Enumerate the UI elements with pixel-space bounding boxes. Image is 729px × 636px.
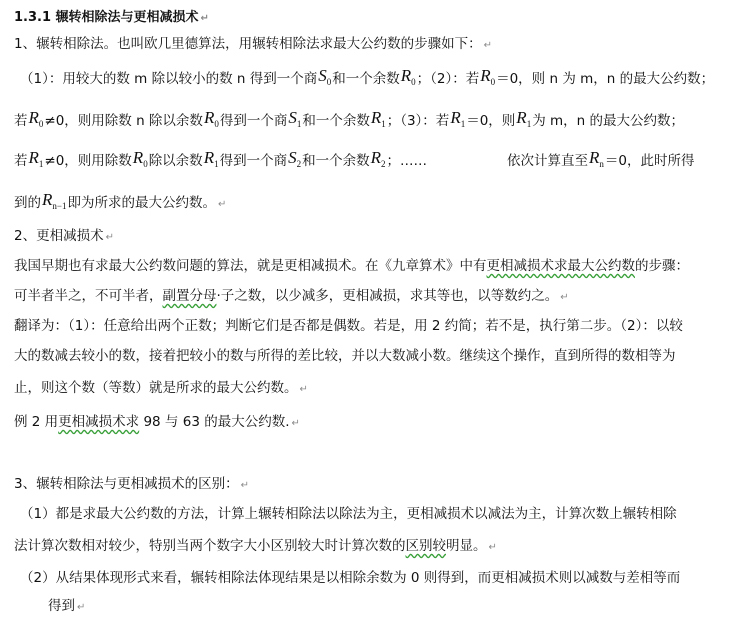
var-letter: R (400, 66, 412, 85)
text-run: 若 (14, 113, 28, 129)
text-run: 和一个余数 (302, 113, 370, 129)
euclid-line-3-tail (507, 148, 694, 174)
text-run: （1）都是求最大公约数的方法，计算上辗转相除法以除法为主，更相减损术以减法为主，计算次数上辗转相除 (20, 506, 677, 522)
text-run: 为 m，n 的最大公约数； (532, 113, 684, 129)
text-run: 除以余数 (148, 153, 203, 169)
euclid-line-1 (20, 66, 714, 92)
text-run: ＝0，则 n 为 m，n 的最大公约数； (496, 71, 715, 87)
euclid-line-4 (14, 190, 226, 216)
var-r1 (371, 108, 386, 134)
var-sub: 1 (38, 159, 44, 170)
var-s1 (288, 108, 301, 134)
var-letter: R (42, 190, 53, 209)
section-title-text: 1.3.1 辗转相除法与更相减损术 (14, 10, 199, 25)
var-rn-1 (42, 190, 66, 216)
squiggle-underlined-text: 区别较 (405, 538, 446, 554)
paragraph-mark-icon: ↵ (200, 13, 209, 24)
var-letter: R (370, 148, 381, 167)
text-run: 的步骤： (635, 258, 689, 274)
paragraph-mark-icon: ↵ (299, 384, 308, 395)
text-run: 得到一个商 (219, 113, 288, 129)
text-run: ≠0，则用除数 n 除以余数 (44, 113, 203, 129)
text-run: ；…… (386, 153, 427, 169)
var-r0 (29, 108, 44, 134)
paragraph-mark-icon: ↵ (240, 480, 249, 491)
heading-difference-text: 3、辗转相除法与更相减损术的区别： (14, 476, 239, 492)
text-run: 若 (14, 153, 28, 169)
text-run: 我国早期也有求最大公约数问题的算法，就是更相减损术。在《九章算术》中有 (14, 258, 487, 274)
text-run: 得到 (48, 598, 75, 614)
difference-2-line-2 (48, 596, 85, 618)
text-run: ＝0，则 (466, 113, 516, 129)
var-sub: 0 (490, 77, 496, 88)
var-r1 (204, 148, 219, 174)
text-run: 即为所求的最大公约数。 (67, 195, 216, 211)
text-run: ＝0，此时所得 (604, 153, 695, 169)
var-sub: 1 (526, 119, 532, 130)
text-run: 98 与 63 的最大公约数. (139, 414, 290, 430)
var-letter: R (203, 148, 215, 167)
paragraph-mark-icon: ↵ (217, 199, 227, 210)
squiggle-underlined-text: 更相减损术求 (58, 414, 140, 430)
text-run: （2）从结果体现形式来看，辗转相除法体现结果是以相除余数为 0 则得到，而更相减损术则以减数与差相等而 (20, 570, 681, 586)
var-r1 (450, 108, 465, 134)
var-s0 (318, 66, 331, 92)
heading-euclid-text: 1、辗转相除法。也叫欧几里德算法，用辗转相除法求最大公约数的步骤如下： (14, 36, 482, 52)
text-run: 得到一个商 (219, 153, 288, 169)
var-s2 (288, 148, 301, 174)
text-run: 法计算次数相对较少，特别当两个数字大小区别较大时计算次数的 (14, 538, 406, 554)
var-letter: S (288, 108, 297, 127)
var-letter: R (450, 108, 461, 127)
text-run: 依次计算直至 (507, 153, 588, 169)
text-run: ；（3）：若 (386, 113, 450, 129)
translation-line-2 (14, 346, 676, 366)
paragraph-mark-icon: ↵ (560, 292, 569, 303)
var-sub: 2 (296, 159, 302, 170)
var-r0 (133, 148, 148, 174)
subtraction-para-2 (14, 286, 569, 308)
text-run: 例 2 用 (14, 414, 59, 430)
var-letter: R (589, 148, 600, 167)
text-run: 止，则这个数（等数）就是所求的最大公约数。 (14, 380, 298, 396)
var-sub: 1 (460, 119, 466, 130)
heading-difference (14, 474, 249, 496)
text-run: 和一个余数 (302, 153, 370, 169)
paragraph-mark-icon: ↵ (291, 418, 300, 429)
var-sub: 1 (296, 119, 302, 130)
var-r1 (29, 148, 44, 174)
var-r2 (371, 148, 386, 174)
difference-1-line-1 (20, 504, 677, 524)
var-letter: S (288, 148, 297, 167)
heading-subtraction-text: 2、更相减损术 (14, 228, 104, 244)
text-run: 翻译为：（1）：任意给出两个正数；判断它们是否都是偶数。若是，用 2 约简；若不是，执行第二步。（2）：以较 (14, 318, 683, 334)
section-title (14, 8, 209, 29)
text-run: ·子之数，以少减多，更相减损，求其等也，以等数约之。 (216, 288, 559, 304)
var-sub: 0 (326, 77, 332, 88)
text-run: （1）：用较大的数 m 除以较小的数 n 得到一个商 (20, 71, 318, 87)
var-letter: R (516, 108, 527, 127)
var-letter: R (480, 66, 491, 85)
text-run: 到的 (14, 195, 41, 211)
squiggle-underlined-text: 更相减损术求最大公约数 (486, 258, 635, 274)
var-r0 (480, 66, 495, 92)
euclid-line-2 (14, 108, 684, 134)
var-sub: 0 (143, 159, 148, 170)
paragraph-mark-icon: ↵ (77, 602, 86, 613)
text-run: ≠0，则用除数 (44, 153, 132, 169)
example-2 (14, 412, 300, 434)
euclid-line-3 (14, 148, 427, 174)
text-run: 明显。 (446, 538, 487, 554)
var-sub: 0 (214, 119, 219, 130)
text-run: 和一个余数 (332, 71, 400, 87)
text-run: ；（2）：若 (416, 71, 480, 87)
var-sub: 0 (411, 77, 416, 88)
var-letter: R (370, 108, 382, 127)
text-run: 大的数减去较小的数，接着把较小的数与所得的差比较，并以大数减小数。继续这个操作，直到所得的数相等为 (14, 348, 676, 364)
var-letter: R (203, 108, 215, 127)
var-letter: R (132, 148, 144, 167)
paragraph-mark-icon: ↵ (105, 232, 114, 243)
var-sub: 1 (381, 119, 386, 130)
difference-1-line-2 (14, 536, 497, 558)
squiggle-underlined-text: 副置分母 (162, 288, 217, 304)
var-sub: 2 (380, 159, 386, 170)
var-r0 (401, 66, 416, 92)
var-r0 (204, 108, 219, 134)
var-letter: S (318, 66, 327, 85)
var-sub: n (599, 159, 604, 170)
var-letter: R (28, 108, 39, 127)
var-sub: n−1 (52, 201, 67, 212)
difference-2-line-1 (20, 568, 680, 588)
heading-subtraction (14, 226, 114, 248)
var-r1 (516, 108, 531, 134)
text-run: 可半者半之，不可半者， (14, 288, 163, 304)
var-letter: R (28, 148, 39, 167)
paragraph-mark-icon: ↵ (488, 542, 497, 553)
var-rn (589, 148, 604, 174)
translation-line-1 (14, 316, 683, 336)
subtraction-para-1 (14, 256, 689, 276)
translation-line-3 (14, 378, 308, 400)
paragraph-mark-icon: ↵ (483, 40, 492, 51)
var-sub: 1 (214, 159, 219, 170)
var-sub: 0 (38, 119, 44, 130)
heading-euclid (14, 34, 492, 56)
